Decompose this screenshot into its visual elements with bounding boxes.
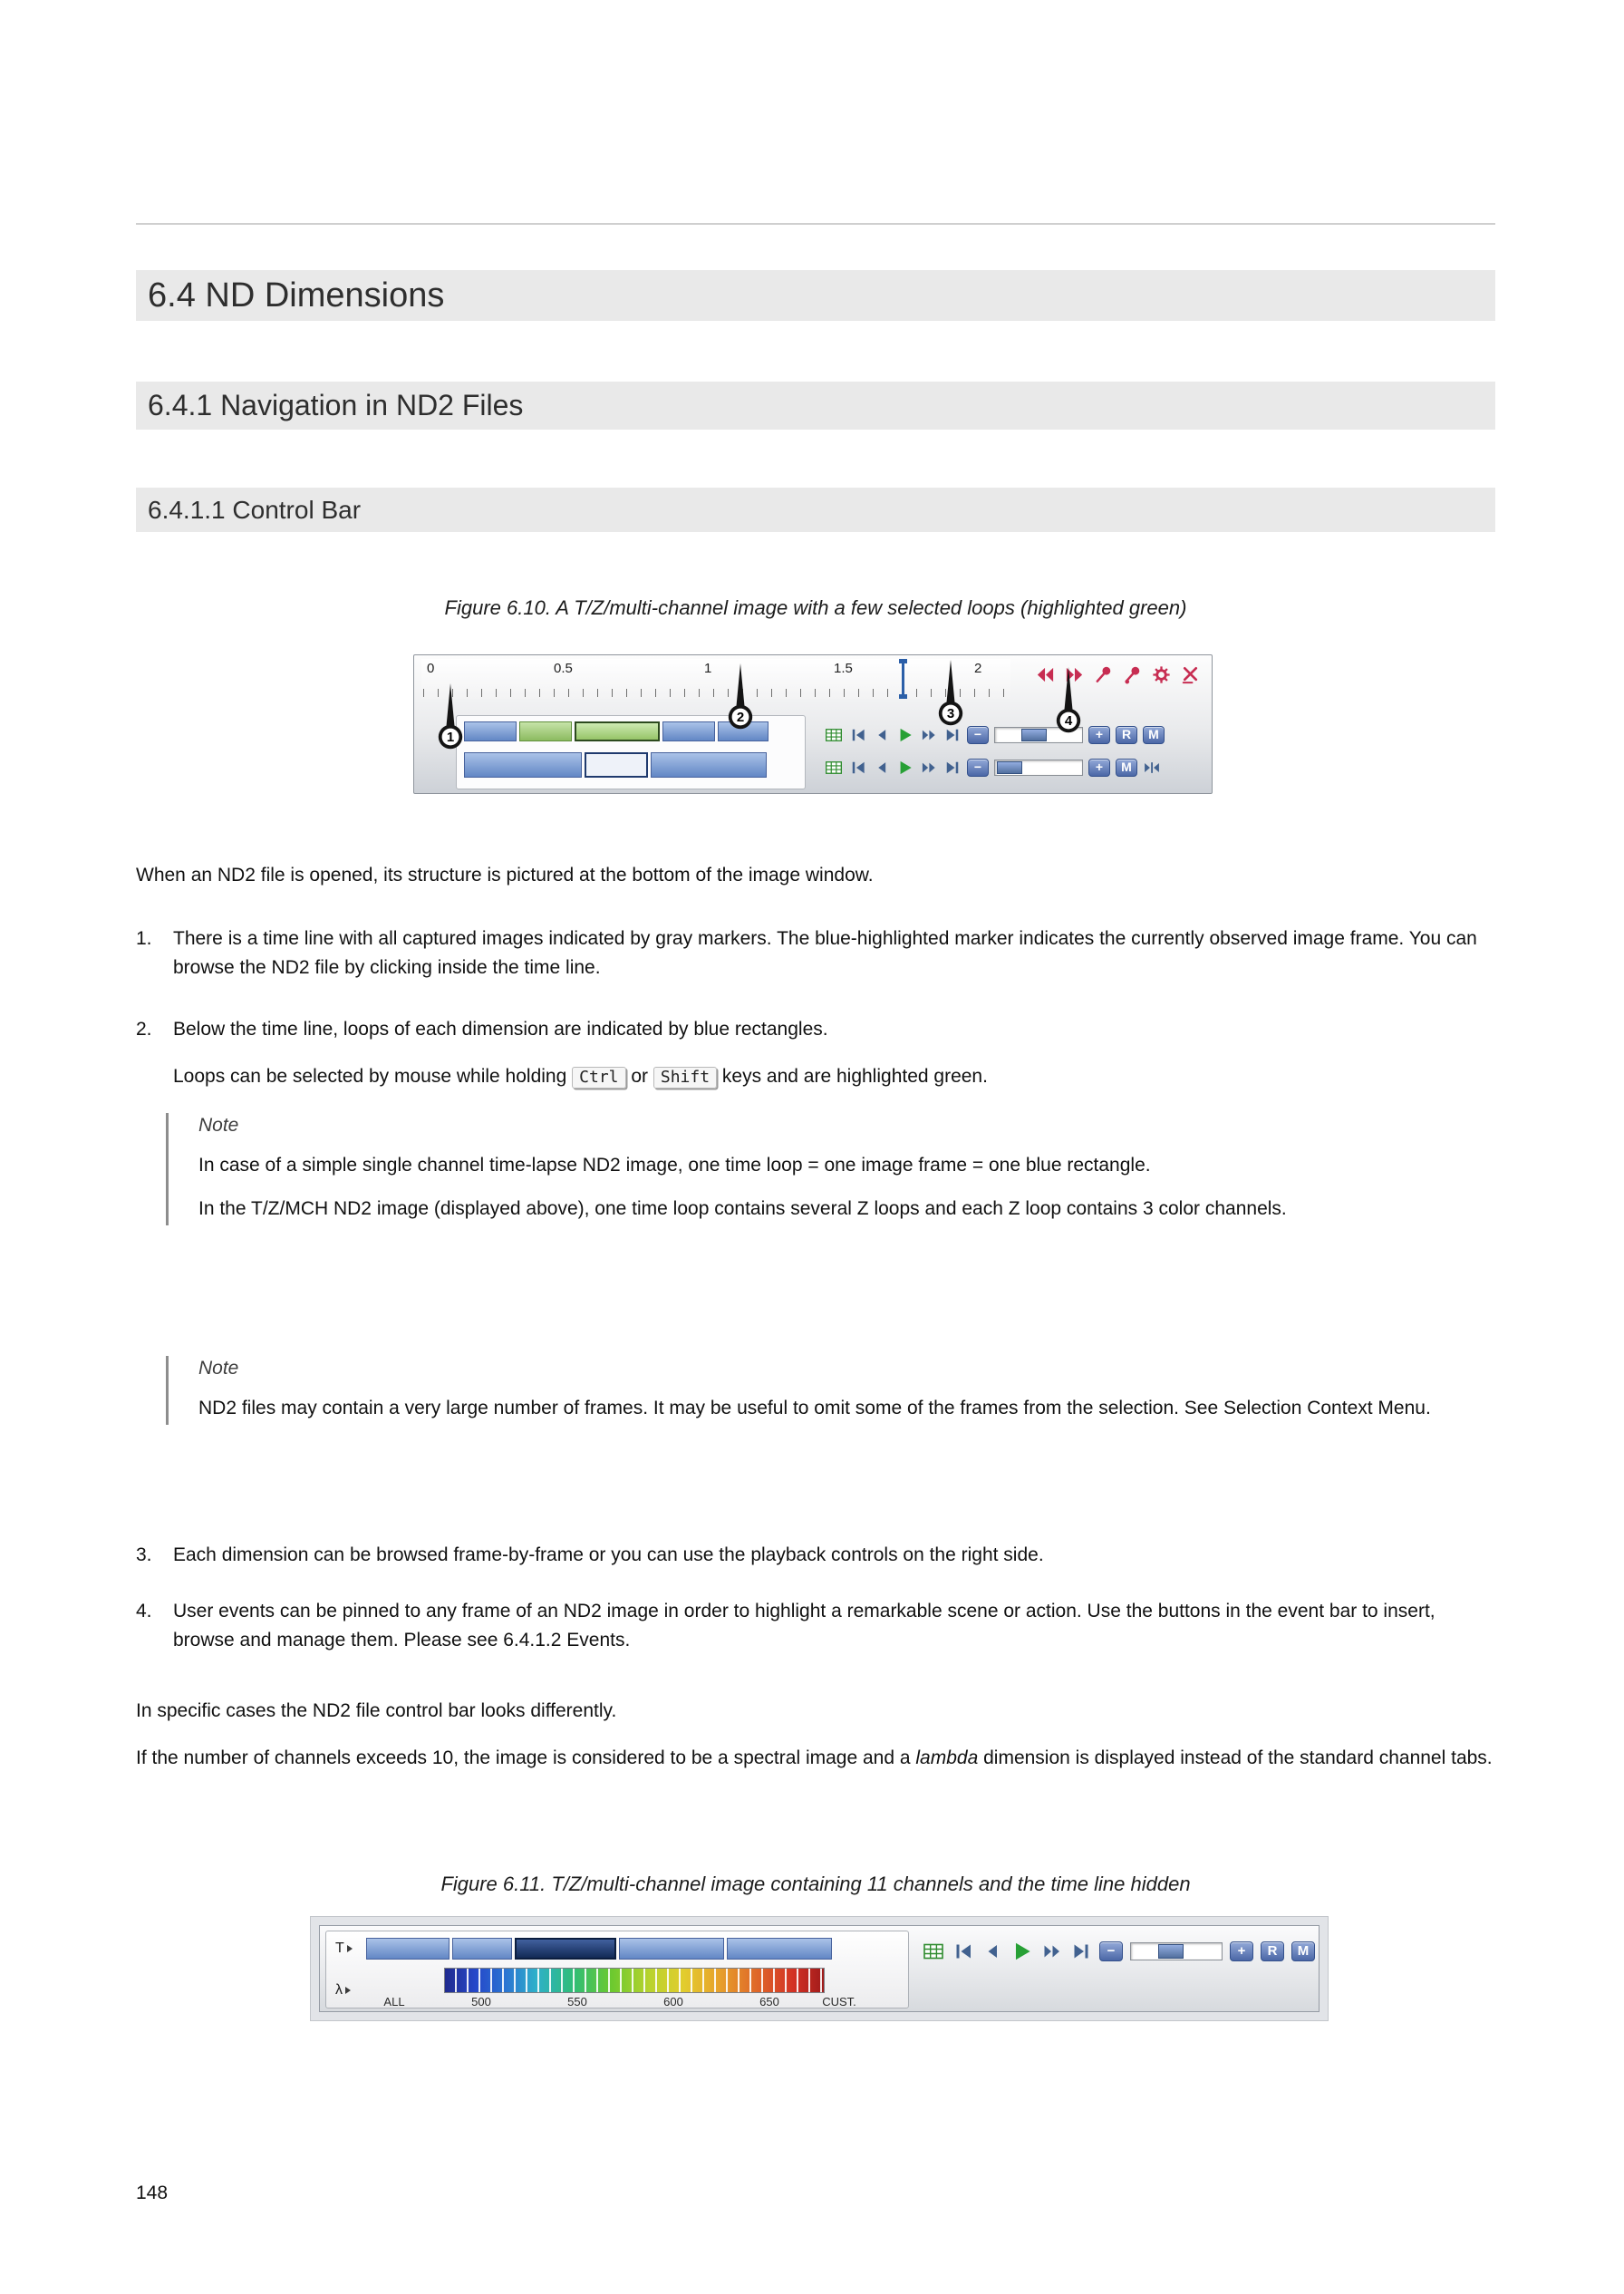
figure-6-11-image bbox=[310, 1916, 1329, 2021]
note-paragraph: In case of a simple single channel time-lapse ND2 image, one time loop = one image frame = one blue rectangle. bbox=[198, 1155, 1151, 1176]
paragraph-text: dimension is displayed instead of the standard channel tabs. bbox=[983, 1747, 1493, 1768]
slider-thumb bbox=[1021, 729, 1047, 741]
t-dimension-label bbox=[335, 1941, 353, 1957]
minus-button: − bbox=[967, 726, 989, 744]
plus-button: + bbox=[1230, 1941, 1253, 1961]
t-loop-row bbox=[366, 1938, 832, 1960]
callout-number: 4 bbox=[1064, 713, 1073, 729]
t-label-text: T bbox=[335, 1941, 344, 1956]
loop-rect bbox=[452, 1938, 512, 1960]
callout-1 bbox=[437, 682, 464, 751]
loop-rect bbox=[662, 721, 715, 741]
note-paragraph: ND2 files may contain a very large number of frames. It may be useful to omit some of the frames from the selection. See Selection Context Menu. bbox=[198, 1398, 1431, 1418]
list-text: Each dimension can be browsed frame-by-frame or you can use the playback controls on the right side. bbox=[173, 1544, 1044, 1565]
previous-event-icon bbox=[1035, 664, 1056, 685]
shift-key: Shift bbox=[653, 1067, 717, 1089]
subsubsection-heading-text: 6.4.1.1 Control Bar bbox=[148, 495, 362, 524]
event-list-icon bbox=[1122, 664, 1143, 685]
figure-6-11-caption bbox=[136, 1873, 1495, 1896]
loop-rect-current bbox=[515, 1938, 616, 1960]
fast-forward-icon bbox=[920, 726, 938, 744]
fast-forward-icon bbox=[920, 759, 938, 777]
list-text: Loops can be selected by mouse while holding bbox=[173, 1066, 567, 1087]
callout-3 bbox=[937, 659, 964, 728]
note-label: Note bbox=[198, 1115, 239, 1136]
top-divider bbox=[136, 223, 1495, 225]
callout-2 bbox=[727, 663, 754, 731]
page-number-text: 148 bbox=[136, 2183, 169, 2203]
plus-button: + bbox=[1088, 726, 1110, 744]
section-heading-text: 6.4 ND Dimensions bbox=[148, 276, 445, 315]
intro-paragraph bbox=[136, 861, 1495, 890]
intro-text: When an ND2 file is opened, its structure is pictured at the bottom of the image window. bbox=[136, 865, 874, 886]
table-view-icon bbox=[824, 759, 844, 777]
subsection-heading-text: 6.4.1 Navigation in ND2 Files bbox=[148, 389, 524, 421]
m-button: M bbox=[1291, 1941, 1315, 1961]
playback-controls-row-2 bbox=[824, 759, 1161, 777]
last-frame-icon bbox=[1070, 1941, 1092, 1962]
loop-row-z bbox=[464, 721, 768, 741]
list-text: User events can be pinned to any frame of an ND2 image in order to highlight a remarkable scene or action. Use the buttons in the event bar to insert, browse and manage them. Please see 6.4.1.2 Events. bbox=[173, 1601, 1436, 1650]
m-button: M bbox=[1143, 726, 1165, 744]
band-label-all: ALL bbox=[383, 1995, 405, 2008]
loop-rect-selected bbox=[519, 721, 572, 741]
figure-6-10-image bbox=[413, 654, 1213, 794]
insert-event-icon bbox=[1093, 664, 1114, 685]
subsubsection-heading bbox=[136, 488, 1495, 532]
table-view-icon bbox=[922, 1941, 945, 1962]
band-label-650: 650 bbox=[759, 1995, 779, 2008]
subsection-heading bbox=[136, 382, 1495, 430]
delete-events-icon bbox=[1180, 664, 1201, 685]
note-block-2 bbox=[166, 1356, 1445, 1425]
minus-button: − bbox=[967, 759, 989, 777]
control-bar bbox=[319, 1925, 1320, 2012]
list-item-2-continuation bbox=[173, 1062, 1495, 1092]
list-text: There is a time line with all captured images indicated by gray markers. The blue-highlighted marker indicates the currently observed image frame. You can browse the ND2 file by clicking inside the time line. bbox=[173, 928, 1477, 978]
section-heading bbox=[136, 270, 1495, 321]
note-paragraph: In the T/Z/MCH ND2 image (displayed above), one time loop contains several Z loops and each Z loop contains 3 color channels. bbox=[198, 1198, 1287, 1219]
note-label: Note bbox=[198, 1358, 239, 1379]
closing-paragraph-2 bbox=[136, 1744, 1495, 1773]
play-icon bbox=[896, 759, 914, 777]
figure-6-11-caption-text: Figure 6.11. T/Z/multi-channel image containing 11 channels and the time line hidden bbox=[440, 1873, 1191, 1895]
paragraph-text: In specific cases the ND2 file control bar looks differently. bbox=[136, 1700, 617, 1721]
paragraph-text: If the number of channels exceeds 10, the image is considered to be a spectral image and a bbox=[136, 1747, 911, 1768]
expand-arrow-icon bbox=[347, 1945, 353, 1952]
list-number: 2. bbox=[136, 1019, 152, 1040]
r-button: R bbox=[1261, 1941, 1284, 1961]
loop-rect-current-selected bbox=[575, 721, 660, 741]
list-number: 3. bbox=[136, 1544, 152, 1565]
timeline-ruler bbox=[421, 659, 1010, 699]
m-button: M bbox=[1116, 759, 1137, 777]
last-frame-icon bbox=[943, 726, 962, 744]
ruler-label: 1.5 bbox=[834, 661, 853, 676]
loop-rect bbox=[727, 1938, 832, 1960]
list-item-4 bbox=[136, 1597, 1495, 1655]
fast-forward-icon bbox=[1041, 1941, 1063, 1962]
note-block-1 bbox=[166, 1113, 1445, 1225]
list-item-2 bbox=[136, 1015, 1495, 1044]
callout-number: 2 bbox=[736, 710, 745, 725]
callout-4 bbox=[1055, 666, 1082, 735]
previous-frame-icon bbox=[873, 726, 891, 744]
figure-6-10-caption-text: Figure 6.10. A T/Z/multi-channel image with a few selected loops (highlighted green) bbox=[444, 596, 1187, 619]
ctrl-key: Ctrl bbox=[572, 1067, 625, 1089]
list-text: keys and are highlighted green. bbox=[721, 1066, 988, 1087]
ruler-label: 2 bbox=[974, 661, 982, 676]
ruler-label: 0 bbox=[427, 661, 435, 676]
ruler-label: 1 bbox=[704, 661, 712, 676]
minus-button: − bbox=[1099, 1941, 1123, 1961]
list-number: 4. bbox=[136, 1601, 152, 1621]
speed-slider bbox=[1130, 1942, 1223, 1960]
lambda-dimension-label bbox=[335, 1982, 351, 1999]
ruler-label: 0.5 bbox=[554, 661, 573, 676]
band-label-500: 500 bbox=[471, 1995, 491, 2008]
slider-thumb bbox=[1158, 1944, 1184, 1959]
page-number bbox=[136, 2183, 168, 2204]
loop-rect bbox=[619, 1938, 724, 1960]
lambda-label-text: λ bbox=[335, 1982, 343, 1998]
last-frame-icon bbox=[943, 759, 962, 777]
playback-controls bbox=[922, 1940, 1315, 1963]
band-label-600: 600 bbox=[663, 1995, 683, 2008]
loop-rect bbox=[651, 752, 767, 778]
first-frame-icon bbox=[849, 726, 867, 744]
first-frame-icon bbox=[952, 1941, 974, 1962]
band-label-550: 550 bbox=[567, 1995, 587, 2008]
loop-rect bbox=[464, 721, 517, 741]
loop-rect bbox=[464, 752, 582, 778]
table-view-icon bbox=[824, 726, 844, 744]
play-icon bbox=[1010, 1940, 1034, 1963]
list-text: Below the time line, loops of each dimension are indicated by blue rectangles. bbox=[173, 1019, 828, 1040]
playback-controls-row-1 bbox=[824, 726, 1165, 744]
ruler-ticks bbox=[423, 689, 1009, 697]
plus-button: + bbox=[1088, 759, 1110, 777]
lambda-spectrum-strip bbox=[444, 1968, 825, 1993]
collapse-bar-icon bbox=[1143, 759, 1161, 777]
slider-thumb bbox=[997, 761, 1022, 774]
figure-6-10-caption bbox=[136, 596, 1495, 620]
closing-paragraph-1 bbox=[136, 1697, 1495, 1726]
list-item-1 bbox=[136, 924, 1495, 982]
expand-arrow-icon bbox=[345, 1987, 351, 1994]
r-button: R bbox=[1116, 726, 1137, 744]
first-frame-icon bbox=[849, 759, 867, 777]
play-icon bbox=[896, 726, 914, 744]
loop-rect-current bbox=[585, 752, 648, 778]
callout-number: 1 bbox=[446, 730, 455, 745]
event-settings-gear-icon bbox=[1151, 664, 1172, 685]
lambda-italic-word: lambda bbox=[915, 1747, 979, 1768]
loop-rect bbox=[366, 1938, 450, 1960]
list-item-3 bbox=[136, 1541, 1495, 1570]
current-frame-marker bbox=[902, 659, 904, 699]
list-number: 1. bbox=[136, 928, 152, 949]
previous-frame-icon bbox=[873, 759, 891, 777]
list-text: or bbox=[631, 1066, 649, 1087]
band-label-cust: CUST. bbox=[822, 1995, 856, 2008]
previous-frame-icon bbox=[981, 1941, 1003, 1962]
speed-slider bbox=[994, 760, 1083, 776]
callout-number: 3 bbox=[946, 706, 955, 721]
loop-row-t bbox=[464, 752, 767, 778]
dimension-panel bbox=[325, 1931, 909, 2008]
